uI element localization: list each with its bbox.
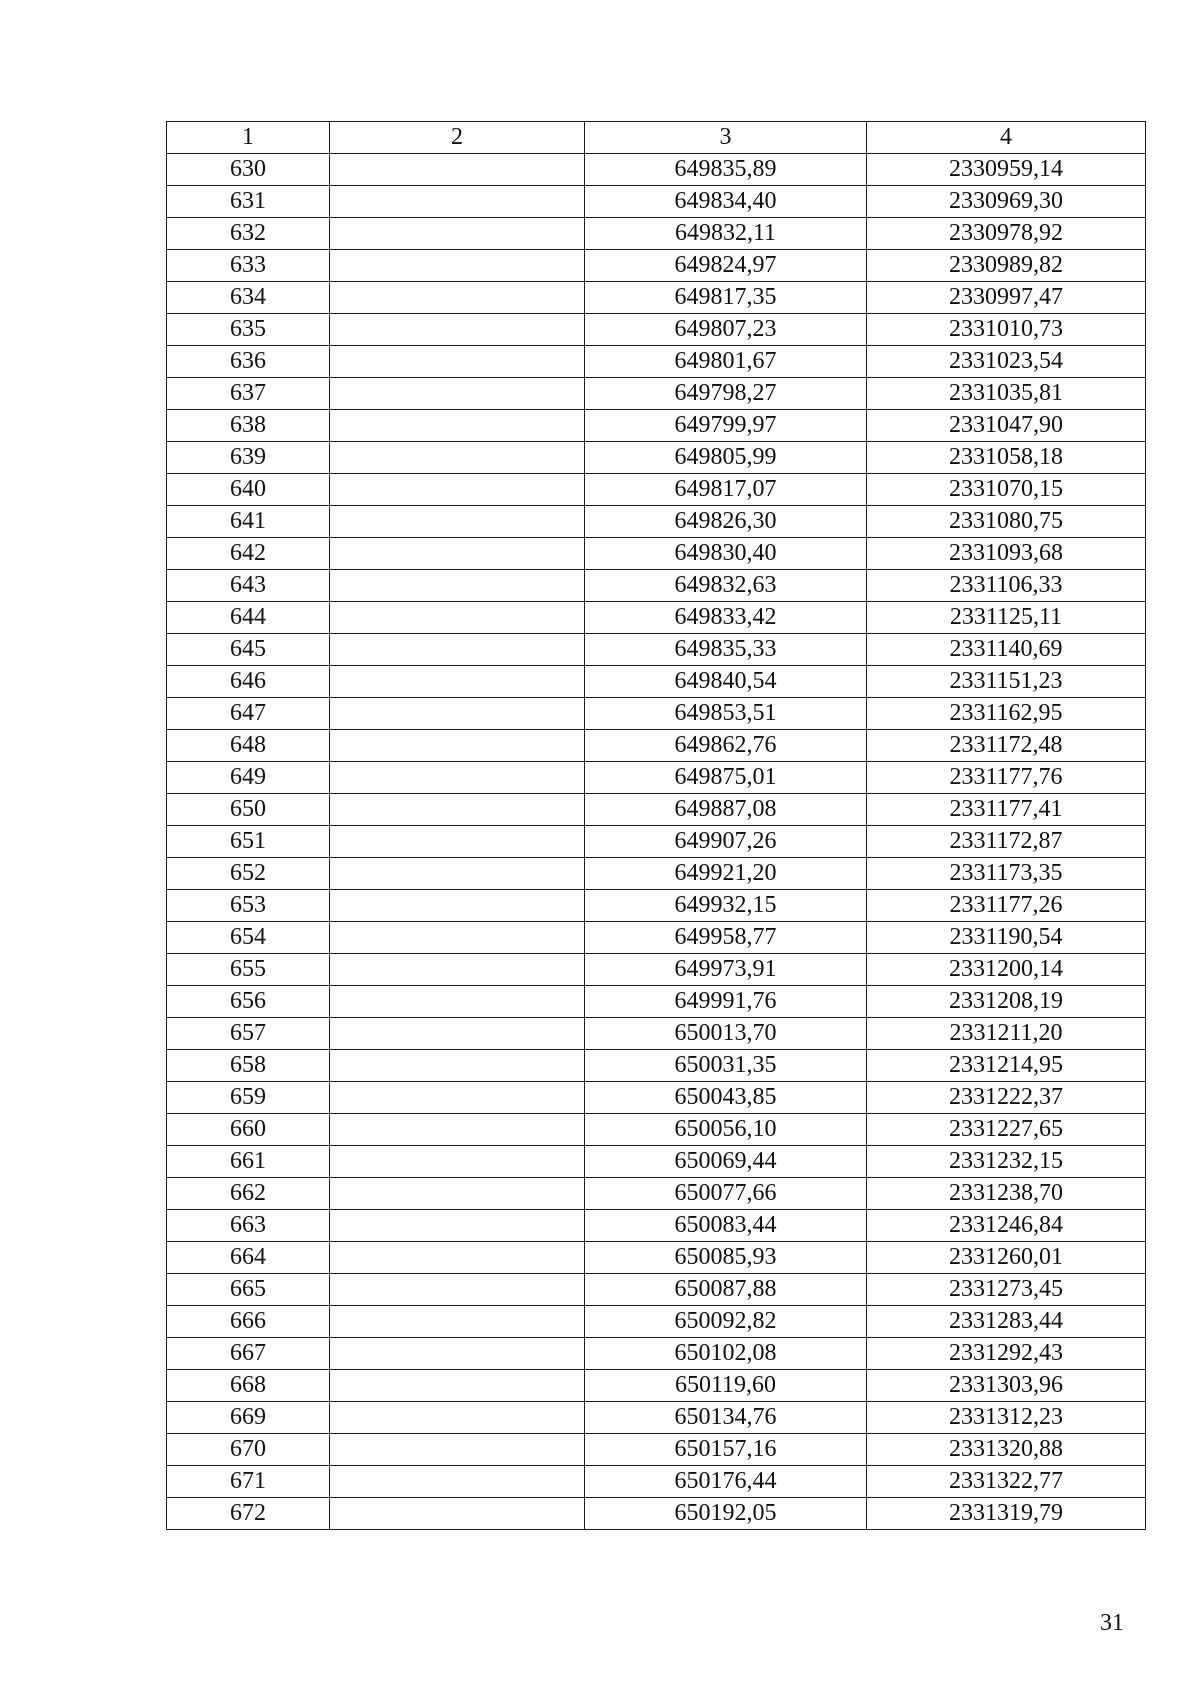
coordinate-y-cell: 2331177,76	[867, 762, 1146, 794]
coordinate-y-cell: 2331035,81	[867, 378, 1146, 410]
coordinate-x-cell: 649799,97	[585, 410, 867, 442]
coordinate-y-cell: 2330978,92	[867, 218, 1146, 250]
coordinate-x-cell: 649833,42	[585, 602, 867, 634]
coordinate-y-cell: 2331238,70	[867, 1178, 1146, 1210]
table-row	[167, 634, 1146, 666]
empty-cell	[330, 378, 585, 410]
coordinate-x-cell: 649862,76	[585, 730, 867, 762]
table-row	[167, 314, 1146, 346]
table-row	[167, 762, 1146, 794]
coordinate-x-cell: 650013,70	[585, 1018, 867, 1050]
coordinate-x-cell: 650192,05	[585, 1498, 867, 1530]
coordinate-y-cell: 2331106,33	[867, 570, 1146, 602]
coordinate-x-cell: 649801,67	[585, 346, 867, 378]
empty-cell	[330, 794, 585, 826]
coordinate-x-cell: 649921,20	[585, 858, 867, 890]
coordinate-y-cell: 2331322,77	[867, 1466, 1146, 1498]
empty-cell	[330, 186, 585, 218]
coordinate-x-cell: 649835,89	[585, 154, 867, 186]
table-body	[167, 154, 1146, 1530]
table-row	[167, 986, 1146, 1018]
coordinate-x-cell: 650119,60	[585, 1370, 867, 1402]
point-number-cell: 663	[167, 1210, 330, 1242]
point-number-cell: 638	[167, 410, 330, 442]
point-number-cell: 672	[167, 1498, 330, 1530]
table-row	[167, 1210, 1146, 1242]
point-number-cell: 643	[167, 570, 330, 602]
table-row	[167, 698, 1146, 730]
coordinate-y-cell: 2331222,37	[867, 1082, 1146, 1114]
coordinate-y-cell: 2331080,75	[867, 506, 1146, 538]
coordinate-y-cell: 2331292,43	[867, 1338, 1146, 1370]
coordinate-y-cell: 2331214,95	[867, 1050, 1146, 1082]
coordinate-y-cell: 2331246,84	[867, 1210, 1146, 1242]
table-row	[167, 1498, 1146, 1530]
empty-cell	[330, 442, 585, 474]
coordinate-y-cell: 2331162,95	[867, 698, 1146, 730]
coordinate-x-cell: 649807,23	[585, 314, 867, 346]
empty-cell	[330, 1370, 585, 1402]
coordinate-x-cell: 650092,82	[585, 1306, 867, 1338]
point-number-cell: 646	[167, 666, 330, 698]
table-row	[167, 922, 1146, 954]
coordinate-x-cell: 650102,08	[585, 1338, 867, 1370]
coordinate-x-cell: 649817,35	[585, 282, 867, 314]
table-row	[167, 186, 1146, 218]
point-number-cell: 640	[167, 474, 330, 506]
point-number-cell: 657	[167, 1018, 330, 1050]
point-number-cell: 641	[167, 506, 330, 538]
coordinate-x-cell: 649853,51	[585, 698, 867, 730]
table-row	[167, 218, 1146, 250]
coordinate-x-cell: 649932,15	[585, 890, 867, 922]
point-number-cell: 634	[167, 282, 330, 314]
coordinate-x-cell: 650083,44	[585, 1210, 867, 1242]
coordinate-y-cell: 2331232,15	[867, 1146, 1146, 1178]
coordinate-x-cell: 649832,63	[585, 570, 867, 602]
empty-cell	[330, 634, 585, 666]
point-number-cell: 662	[167, 1178, 330, 1210]
coordinate-y-cell: 2331303,96	[867, 1370, 1146, 1402]
coordinate-y-cell: 2331190,54	[867, 922, 1146, 954]
table-row	[167, 1306, 1146, 1338]
point-number-cell: 671	[167, 1466, 330, 1498]
coordinate-x-cell: 649805,99	[585, 442, 867, 474]
table-row	[167, 346, 1146, 378]
coordinate-x-cell: 650077,66	[585, 1178, 867, 1210]
coordinate-y-cell: 2330959,14	[867, 154, 1146, 186]
point-number-cell: 632	[167, 218, 330, 250]
point-number-cell: 665	[167, 1274, 330, 1306]
table-row	[167, 1274, 1146, 1306]
coordinate-x-cell: 649840,54	[585, 666, 867, 698]
empty-cell	[330, 826, 585, 858]
empty-cell	[330, 410, 585, 442]
point-number-cell: 659	[167, 1082, 330, 1114]
point-number-cell: 652	[167, 858, 330, 890]
point-number-cell: 664	[167, 1242, 330, 1274]
table-row	[167, 954, 1146, 986]
table-row	[167, 1434, 1146, 1466]
table-row	[167, 410, 1146, 442]
point-number-cell: 668	[167, 1370, 330, 1402]
coordinate-y-cell: 2330989,82	[867, 250, 1146, 282]
empty-cell	[330, 922, 585, 954]
empty-cell	[330, 602, 585, 634]
coordinate-y-cell: 2331172,48	[867, 730, 1146, 762]
page-number: 31	[1100, 1610, 1124, 1636]
point-number-cell: 661	[167, 1146, 330, 1178]
empty-cell	[330, 1274, 585, 1306]
empty-cell	[330, 1466, 585, 1498]
empty-cell	[330, 762, 585, 794]
coordinate-y-cell: 2331093,68	[867, 538, 1146, 570]
empty-cell	[330, 858, 585, 890]
column-header-4: 4	[867, 122, 1146, 154]
coordinate-y-cell: 2331140,69	[867, 634, 1146, 666]
empty-cell	[330, 1146, 585, 1178]
table-row	[167, 442, 1146, 474]
coordinate-x-cell: 649830,40	[585, 538, 867, 570]
table-row	[167, 506, 1146, 538]
point-number-cell: 656	[167, 986, 330, 1018]
table-row	[167, 1178, 1146, 1210]
coordinate-y-cell: 2331312,23	[867, 1402, 1146, 1434]
coordinate-x-cell: 650043,85	[585, 1082, 867, 1114]
table-row	[167, 154, 1146, 186]
point-number-cell: 637	[167, 378, 330, 410]
coordinate-x-cell: 650176,44	[585, 1466, 867, 1498]
coordinate-x-cell: 649991,76	[585, 986, 867, 1018]
empty-cell	[330, 890, 585, 922]
table-row	[167, 570, 1146, 602]
coordinate-y-cell: 2331010,73	[867, 314, 1146, 346]
empty-cell	[330, 282, 585, 314]
empty-cell	[330, 1178, 585, 1210]
empty-cell	[330, 1114, 585, 1146]
point-number-cell: 666	[167, 1306, 330, 1338]
point-number-cell: 631	[167, 186, 330, 218]
coordinate-x-cell: 649835,33	[585, 634, 867, 666]
coordinate-x-cell: 650157,16	[585, 1434, 867, 1466]
coordinate-y-cell: 2331173,35	[867, 858, 1146, 890]
point-number-cell: 651	[167, 826, 330, 858]
empty-cell	[330, 346, 585, 378]
empty-cell	[330, 666, 585, 698]
table-row	[167, 1050, 1146, 1082]
coordinates-table	[166, 121, 1146, 1530]
point-number-cell: 658	[167, 1050, 330, 1082]
point-number-cell: 660	[167, 1114, 330, 1146]
coordinate-y-cell: 2330997,47	[867, 282, 1146, 314]
table-row	[167, 474, 1146, 506]
coordinate-x-cell: 650056,10	[585, 1114, 867, 1146]
empty-cell	[330, 954, 585, 986]
coordinate-x-cell: 649817,07	[585, 474, 867, 506]
coordinate-x-cell: 649907,26	[585, 826, 867, 858]
coordinate-y-cell: 2331200,14	[867, 954, 1146, 986]
table-row	[167, 730, 1146, 762]
coordinate-y-cell: 2331227,65	[867, 1114, 1146, 1146]
table-row	[167, 890, 1146, 922]
empty-cell	[330, 570, 585, 602]
coordinate-x-cell: 649832,11	[585, 218, 867, 250]
table-row	[167, 250, 1146, 282]
point-number-cell: 669	[167, 1402, 330, 1434]
coordinate-x-cell: 650087,88	[585, 1274, 867, 1306]
coordinate-y-cell: 2331177,41	[867, 794, 1146, 826]
empty-cell	[330, 1338, 585, 1370]
empty-cell	[330, 1050, 585, 1082]
point-number-cell: 630	[167, 154, 330, 186]
empty-cell	[330, 314, 585, 346]
coordinate-y-cell: 2331023,54	[867, 346, 1146, 378]
column-header-1: 1	[167, 122, 330, 154]
coordinate-x-cell: 649875,01	[585, 762, 867, 794]
point-number-cell: 639	[167, 442, 330, 474]
coordinate-y-cell: 2331273,45	[867, 1274, 1146, 1306]
coordinate-y-cell: 2331211,20	[867, 1018, 1146, 1050]
table-row	[167, 1114, 1146, 1146]
coordinate-y-cell: 2331320,88	[867, 1434, 1146, 1466]
coordinate-y-cell: 2331058,18	[867, 442, 1146, 474]
table-row	[167, 282, 1146, 314]
empty-cell	[330, 1210, 585, 1242]
point-number-cell: 649	[167, 762, 330, 794]
coordinate-y-cell: 2331177,26	[867, 890, 1146, 922]
coordinate-y-cell: 2330969,30	[867, 186, 1146, 218]
empty-cell	[330, 1434, 585, 1466]
point-number-cell: 650	[167, 794, 330, 826]
coordinate-x-cell: 649973,91	[585, 954, 867, 986]
table-row	[167, 666, 1146, 698]
table-row	[167, 826, 1146, 858]
coordinate-y-cell: 2331125,11	[867, 602, 1146, 634]
point-number-cell: 667	[167, 1338, 330, 1370]
coordinate-x-cell: 649798,27	[585, 378, 867, 410]
coordinate-x-cell: 649824,97	[585, 250, 867, 282]
table-row	[167, 858, 1146, 890]
coordinate-y-cell: 2331070,15	[867, 474, 1146, 506]
point-number-cell: 655	[167, 954, 330, 986]
empty-cell	[330, 986, 585, 1018]
empty-cell	[330, 250, 585, 282]
empty-cell	[330, 154, 585, 186]
coordinate-x-cell: 650085,93	[585, 1242, 867, 1274]
point-number-cell: 642	[167, 538, 330, 570]
empty-cell	[330, 474, 585, 506]
coordinate-y-cell: 2331319,79	[867, 1498, 1146, 1530]
point-number-cell: 645	[167, 634, 330, 666]
coordinate-x-cell: 649834,40	[585, 186, 867, 218]
point-number-cell: 644	[167, 602, 330, 634]
table-row	[167, 538, 1146, 570]
point-number-cell: 648	[167, 730, 330, 762]
table-row	[167, 1338, 1146, 1370]
coordinate-x-cell: 649958,77	[585, 922, 867, 954]
point-number-cell: 633	[167, 250, 330, 282]
empty-cell	[330, 730, 585, 762]
table-row	[167, 1146, 1146, 1178]
coordinate-y-cell: 2331047,90	[867, 410, 1146, 442]
coordinate-x-cell: 650134,76	[585, 1402, 867, 1434]
table-row	[167, 602, 1146, 634]
empty-cell	[330, 1242, 585, 1274]
table-row	[167, 1370, 1146, 1402]
empty-cell	[330, 1018, 585, 1050]
empty-cell	[330, 698, 585, 730]
point-number-cell: 654	[167, 922, 330, 954]
coordinate-y-cell: 2331172,87	[867, 826, 1146, 858]
table-row	[167, 1018, 1146, 1050]
table-row	[167, 1242, 1146, 1274]
table-row	[167, 378, 1146, 410]
point-number-cell: 653	[167, 890, 330, 922]
empty-cell	[330, 1082, 585, 1114]
table-header-row	[167, 122, 1146, 154]
table-row	[167, 1466, 1146, 1498]
table-row	[167, 1082, 1146, 1114]
table-row	[167, 1402, 1146, 1434]
coordinate-x-cell: 649887,08	[585, 794, 867, 826]
coordinate-y-cell: 2331283,44	[867, 1306, 1146, 1338]
coordinate-x-cell: 649826,30	[585, 506, 867, 538]
empty-cell	[330, 506, 585, 538]
coordinate-x-cell: 650069,44	[585, 1146, 867, 1178]
point-number-cell: 635	[167, 314, 330, 346]
table-row	[167, 794, 1146, 826]
coordinate-y-cell: 2331208,19	[867, 986, 1146, 1018]
column-header-3: 3	[585, 122, 867, 154]
empty-cell	[330, 1498, 585, 1530]
empty-cell	[330, 218, 585, 250]
empty-cell	[330, 1402, 585, 1434]
coordinate-x-cell: 650031,35	[585, 1050, 867, 1082]
coordinate-y-cell: 2331151,23	[867, 666, 1146, 698]
empty-cell	[330, 1306, 585, 1338]
column-header-2: 2	[330, 122, 585, 154]
point-number-cell: 670	[167, 1434, 330, 1466]
empty-cell	[330, 538, 585, 570]
point-number-cell: 636	[167, 346, 330, 378]
coordinate-y-cell: 2331260,01	[867, 1242, 1146, 1274]
point-number-cell: 647	[167, 698, 330, 730]
